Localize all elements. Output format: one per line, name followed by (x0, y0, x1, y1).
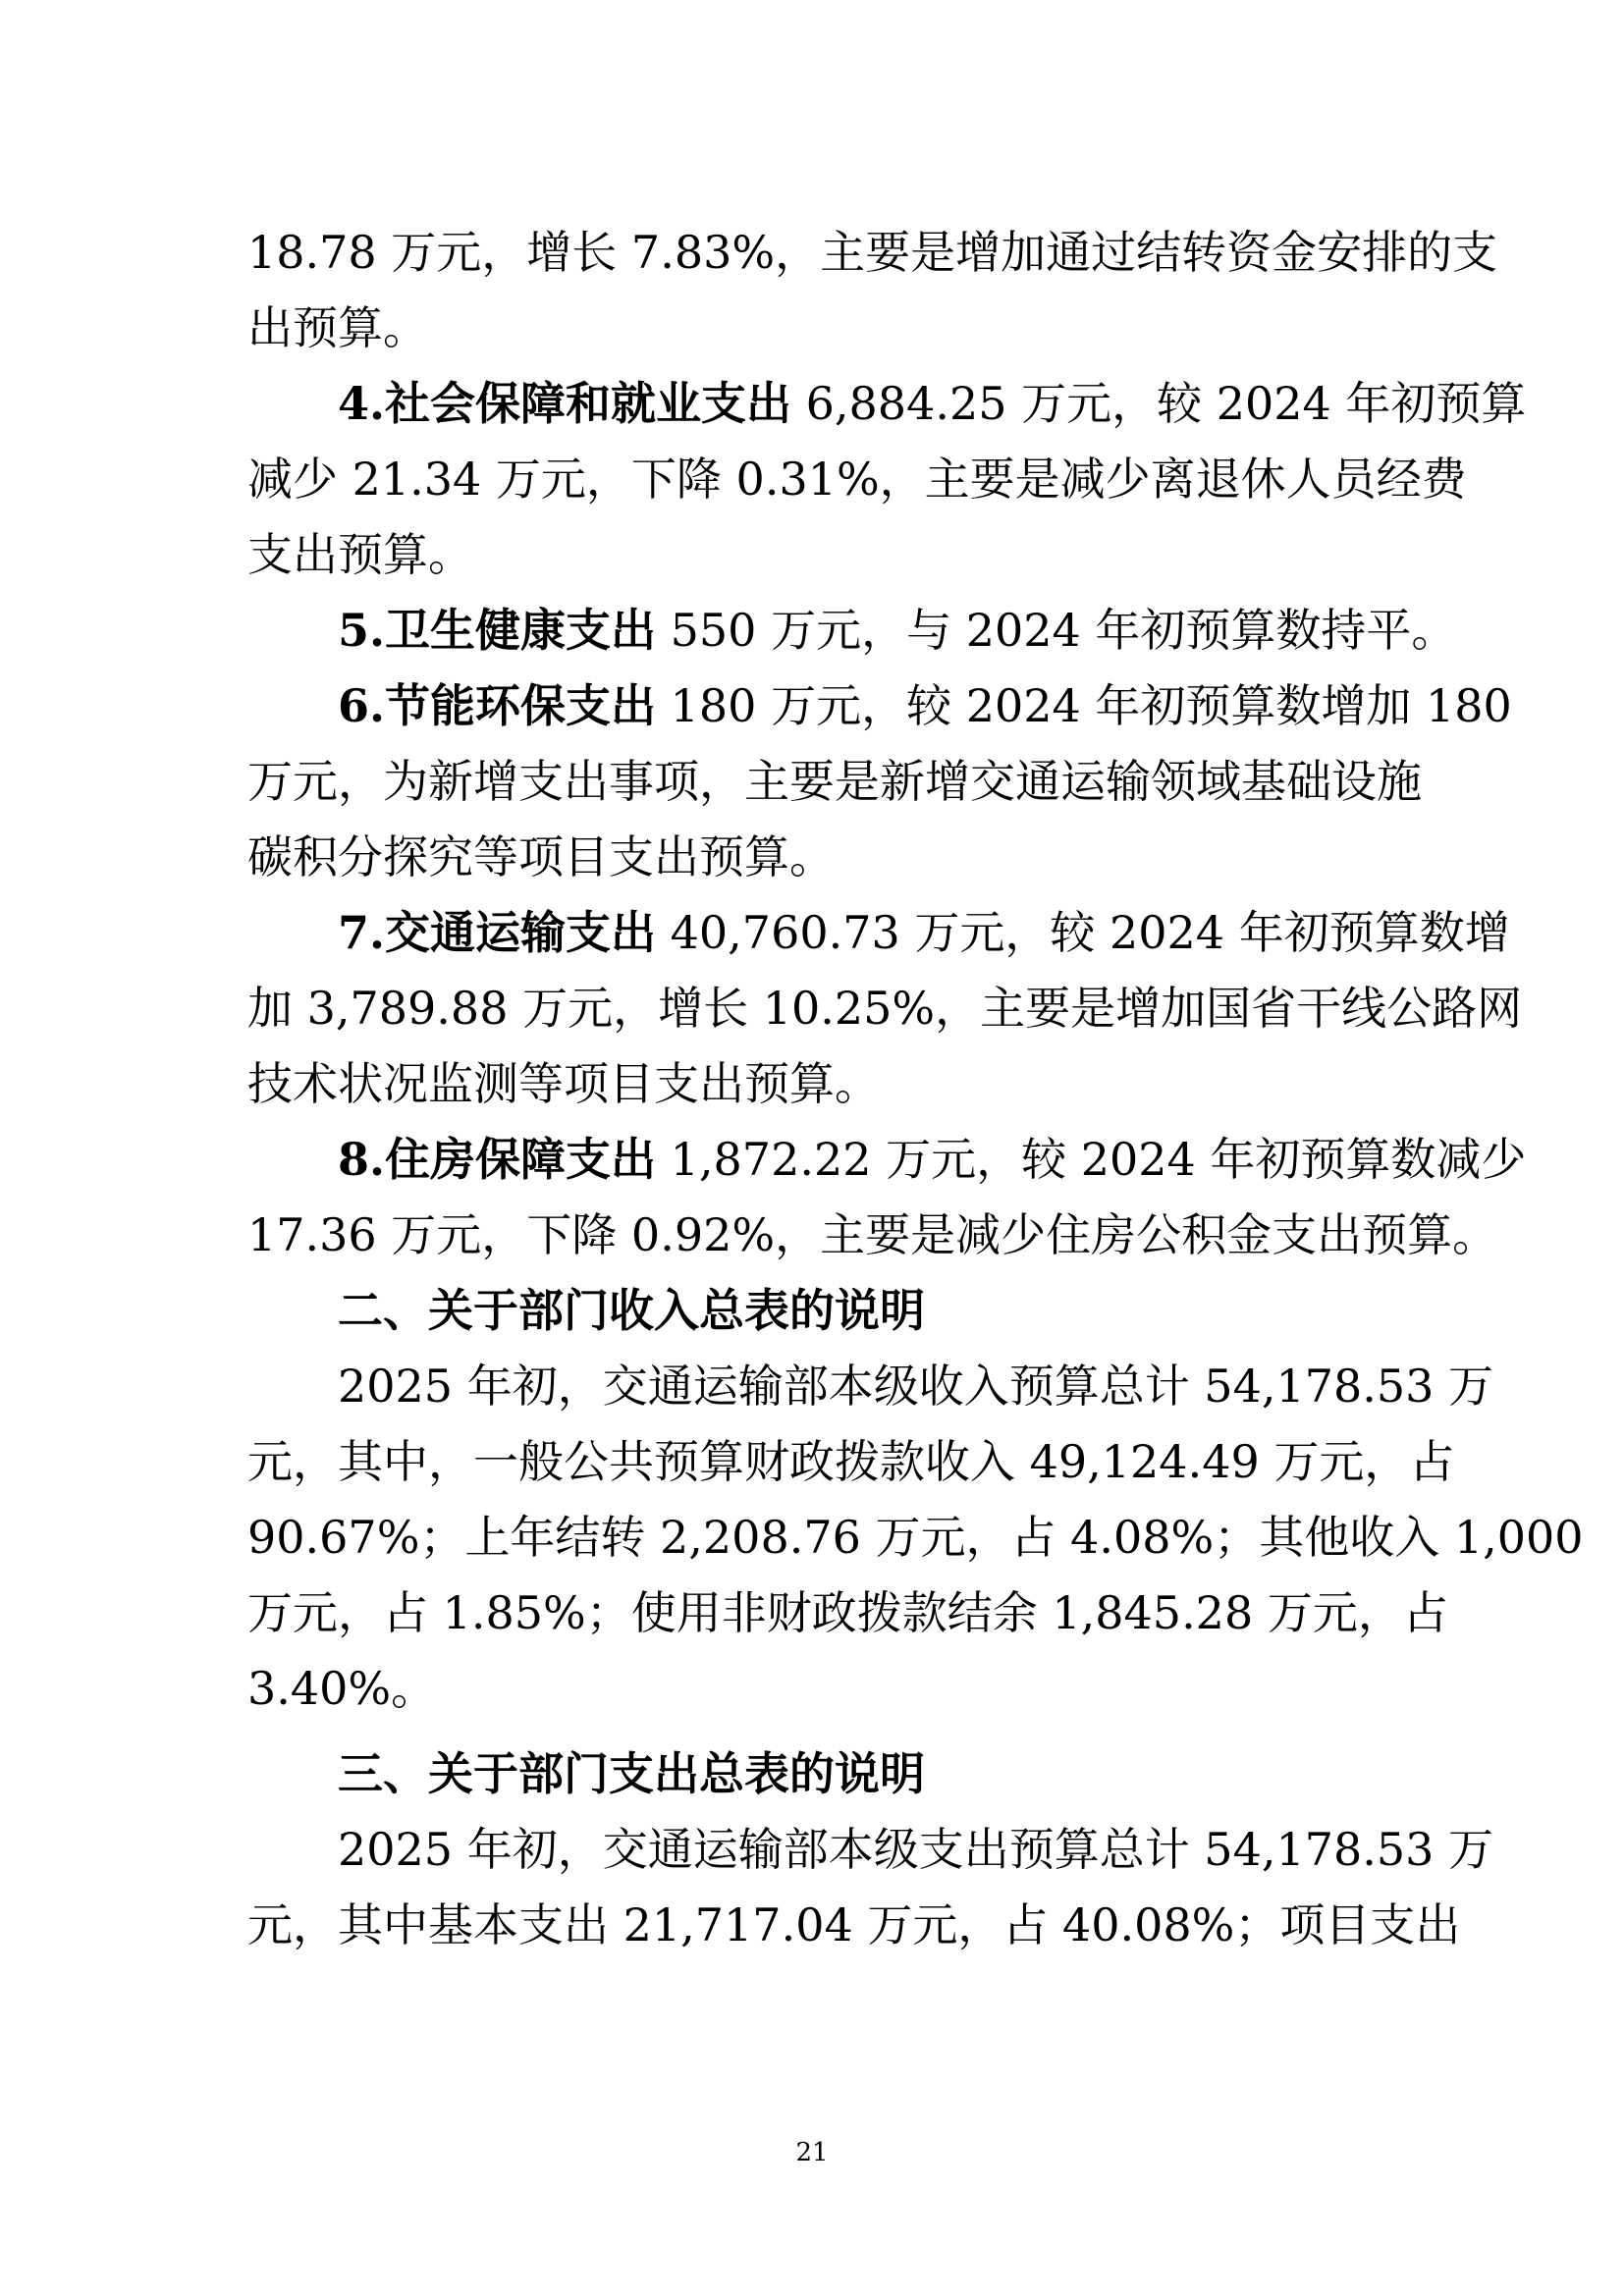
paragraph-line: 3.40%。 (247, 1662, 437, 1715)
paragraph-line (338, 374, 1527, 433)
item-text: 550 万元，与 2024 年初预算数持平。 (656, 604, 1457, 657)
paragraph-line (338, 601, 1457, 660)
paragraph-line: 加 3,789.88 万元，增长 10.25%，主要是增加国省干线公路网 (247, 982, 1523, 1035)
paragraph-line (338, 1130, 1527, 1189)
item-text: 1,872.22 万元，较 2024 年初预算数减少 (656, 1133, 1527, 1186)
item-text: 180 万元，较 2024 年初预算数增加 180 (656, 679, 1512, 732)
item-heading: 6.节能环保支出 (338, 679, 657, 732)
item-heading: 7.交通运输支出 (338, 906, 657, 959)
section-heading-income: 二、关于部门收入总表的说明 (338, 1284, 925, 1337)
paragraph-line: 17.36 万元，下降 0.92%，主要是减少住房公积金支出预算。 (247, 1208, 1498, 1261)
item-heading: 5.卫生健康支出 (338, 604, 657, 657)
paragraph-line: 万元，占 1.85%；使用非财政拨款结余 1,845.28 万元，占 (247, 1586, 1448, 1639)
paragraph-line: 出预算。 (247, 301, 428, 354)
paragraph-line: 万元，为新增支出事项，主要是新增交通运输领域基础设施 (247, 755, 1422, 808)
paragraph-line (338, 676, 1512, 735)
item-text: 6,884.25 万元，较 2024 年初预算 (791, 377, 1527, 430)
section-heading-expense: 三、关于部门支出总表的说明 (338, 1747, 925, 1800)
paragraph-line: 元，其中，一般公共预算财政拨款收入 49,124.49 万元，占 (247, 1435, 1455, 1488)
paragraph-line: 减少 21.34 万元，下降 0.31%，主要是减少离退休人员经费 (247, 453, 1467, 506)
paragraph-line: 技术状况监测等项目支出预算。 (247, 1057, 880, 1110)
paragraph-line: 碳积分探究等项目支出预算。 (247, 830, 835, 883)
page-number: 21 (795, 2138, 829, 2167)
item-heading: 8.住房保障支出 (338, 1133, 657, 1186)
paragraph-line (338, 903, 1510, 962)
paragraph-line: 90.67%；上年结转 2,208.76 万元，占 4.08%；其他收入 1,000 (247, 1511, 1584, 1564)
item-heading: 4.社会保障和就业支出 (338, 377, 792, 430)
paragraph-line: 2025 年初，交通运输部本级收入预算总计 54,178.53 万 (338, 1360, 1494, 1413)
paragraph-line: 2025 年初，交通运输部本级支出预算总计 54,178.53 万 (338, 1823, 1494, 1876)
paragraph-line: 支出预算。 (247, 528, 473, 581)
item-text: 40,760.73 万元，较 2024 年初预算数增 (656, 906, 1510, 959)
paragraph-line: 18.78 万元，增长 7.83%，主要是增加通过结转资金安排的支 (247, 226, 1498, 279)
paragraph-line: 元，其中基本支出 21,717.04 万元，占 40.08%；项目支出 (247, 1898, 1461, 1951)
